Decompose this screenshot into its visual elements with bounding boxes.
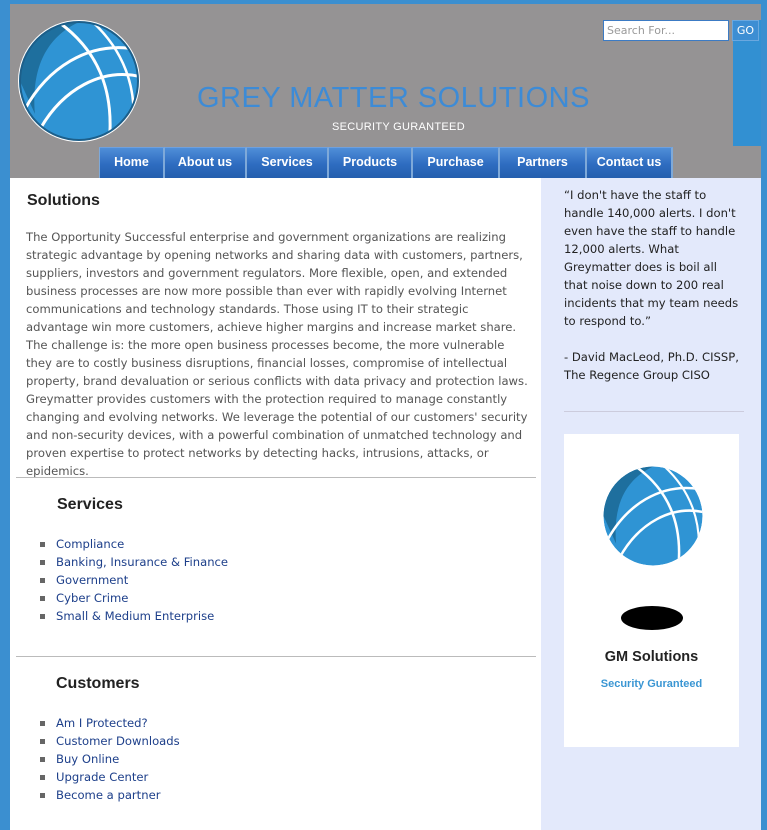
customers-link-become-partner[interactable]: Become a partner bbox=[40, 786, 180, 804]
customers-link-upgrade-center[interactable]: Upgrade Center bbox=[40, 768, 180, 786]
section-divider bbox=[16, 656, 536, 657]
section-divider bbox=[16, 477, 536, 478]
services-link-government[interactable]: Government bbox=[40, 571, 228, 589]
solutions-text: The Opportunity Successful enterprise and government organizations are realizing strategic advantage by opening networks and sharing data with customers, partners, suppliers, investors and government regulators. More flexible, open, and extended business processes are now more possible than ever with rapidly evolving Internet communications and technology standards. Those using IT to their strategic advantage win more customers, achieve higher margins and increase market share. The challenge is: the more open business processes become, the more vulnerable they are to costly business disruptions, financial losses, compromise of intellectual property, brand devaluation or serious conflicts with data privacy and protection laws. Greymatter provides customers with the protection required to manage constantly changing and evolving networks. We leverage the potential of our customers' security and non-security devices, with a powerful combination of unmatched technology and proven expertise to protect networks by detecting hacks, intrusions, attacks, or epidemics. bbox=[26, 230, 528, 478]
services-link-cyber-crime[interactable]: Cyber Crime bbox=[40, 589, 228, 607]
sidebar-divider bbox=[564, 411, 744, 412]
customers-heading: Customers bbox=[56, 675, 140, 692]
services-link-compliance[interactable]: Compliance bbox=[40, 535, 228, 553]
customers-link-downloads[interactable]: Customer Downloads bbox=[40, 732, 180, 750]
testimonial-quote: “I don't have the staff to handle 140,000 alerts. I don't even have the staff to handle 12,000 alerts. What Greymatter does is boil all that noise down to 200 real incidents that my team needs to respond to.” bbox=[564, 188, 739, 328]
site-title: GREY MATTER SOLUTIONS bbox=[197, 82, 590, 114]
globe-logo-icon bbox=[601, 464, 705, 568]
logo-shadow bbox=[621, 606, 683, 630]
main-nav bbox=[99, 147, 673, 178]
card-subtitle: Security Guranteed bbox=[600, 678, 703, 690]
globe-logo-icon[interactable] bbox=[17, 19, 141, 143]
site-header bbox=[10, 4, 761, 178]
site-tagline: SECURITY GURANTEED bbox=[332, 121, 465, 133]
testimonial-attribution: - David MacLeod, Ph.D. CISSP, The Regence Group CISO bbox=[564, 350, 739, 382]
promo-card bbox=[564, 434, 739, 747]
page-frame bbox=[10, 4, 761, 830]
customers-link-am-i-protected[interactable]: Am I Protected? bbox=[40, 714, 180, 732]
sidebar bbox=[541, 178, 761, 830]
services-heading: Services bbox=[57, 496, 123, 513]
customers-link-buy-online[interactable]: Buy Online bbox=[40, 750, 180, 768]
nav-contact-us[interactable]: Contact us bbox=[587, 147, 673, 178]
solutions-heading: Solutions bbox=[27, 192, 100, 209]
services-link-banking[interactable]: Banking, Insurance & Finance bbox=[40, 553, 228, 571]
testimonial bbox=[564, 186, 744, 384]
nav-home[interactable]: Home bbox=[99, 147, 165, 178]
services-list bbox=[40, 535, 228, 625]
search-input[interactable] bbox=[603, 20, 729, 41]
search-go-button[interactable]: GO bbox=[732, 20, 759, 41]
main-content bbox=[10, 178, 541, 830]
nav-services[interactable]: Services bbox=[247, 147, 329, 178]
card-title: GM Solutions bbox=[604, 649, 699, 665]
nav-purchase[interactable]: Purchase bbox=[413, 147, 500, 178]
nav-products[interactable]: Products bbox=[329, 147, 413, 178]
nav-about-us[interactable]: About us bbox=[165, 147, 247, 178]
customers-list bbox=[40, 714, 180, 804]
nav-partners[interactable]: Partners bbox=[500, 147, 587, 178]
services-link-sme[interactable]: Small & Medium Enterprise bbox=[40, 607, 228, 625]
